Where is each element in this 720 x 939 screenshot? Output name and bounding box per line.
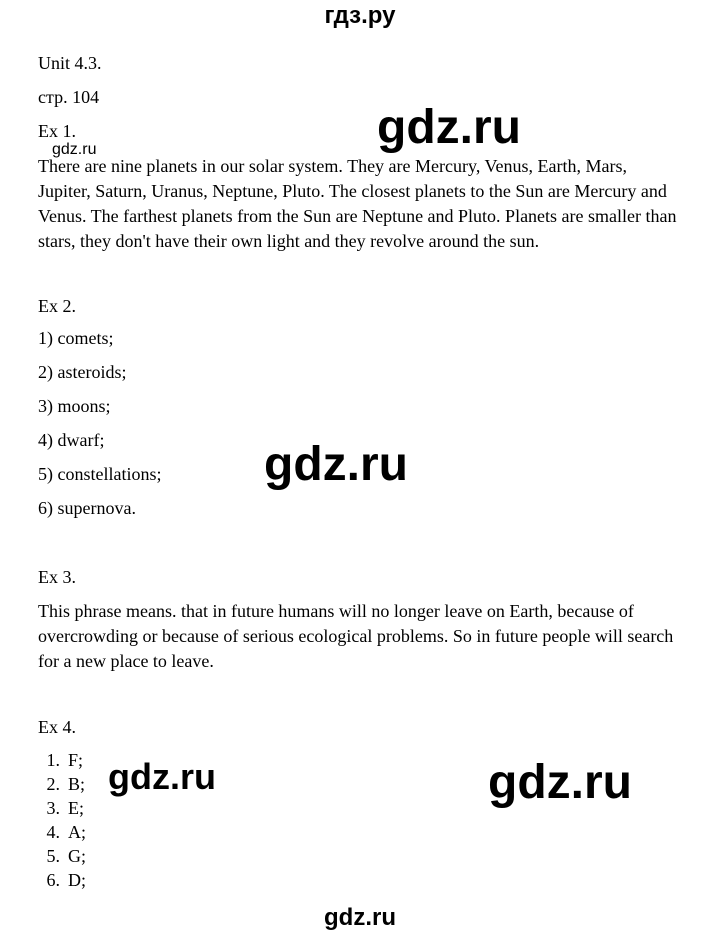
ex4-item-number: 2. bbox=[46, 774, 60, 794]
ex4-item-answer: B; bbox=[68, 774, 86, 794]
watermark-large: gdz.ru bbox=[264, 438, 408, 491]
ex4-item bbox=[38, 798, 84, 819]
ex4-title: Ex 4. bbox=[38, 717, 76, 737]
ex2-item: 3) moons; bbox=[38, 396, 111, 416]
ex3-text: This phrase means. that in future humans will no longer leave on Earth, because of overcrowding or because of serious ecological problems. So in future people will search for a new place to leave. bbox=[38, 601, 674, 671]
ex2-item: 5) constellations; bbox=[38, 464, 162, 484]
ex4-item bbox=[38, 846, 86, 867]
ex2-title: Ex 2. bbox=[38, 296, 76, 316]
site-header-title: гдз.ру bbox=[324, 2, 396, 29]
ex4-item bbox=[38, 774, 85, 795]
ex1-title: Ex 1. bbox=[38, 121, 76, 141]
watermark-medium: gdz.ru bbox=[108, 756, 216, 797]
watermark-small: gdz.ru bbox=[52, 141, 97, 158]
ex2-item: 2) asteroids; bbox=[38, 362, 127, 382]
ex4-item-number: 5. bbox=[46, 846, 60, 866]
ex2-item: 1) comets; bbox=[38, 328, 114, 348]
ex4-item-number: 4. bbox=[46, 822, 60, 842]
unit-title: Unit 4.3. bbox=[38, 53, 102, 73]
ex4-item-answer: E; bbox=[68, 798, 84, 818]
ex4-item-answer: A; bbox=[68, 822, 86, 842]
ex4-item-number: 6. bbox=[46, 870, 60, 890]
ex4-item bbox=[38, 750, 83, 771]
page-number: стр. 104 bbox=[38, 87, 100, 107]
ex4-item-number: 1. bbox=[46, 750, 60, 770]
watermark-large: gdz.ru bbox=[377, 101, 521, 154]
ex2-item: 4) dwarf; bbox=[38, 430, 105, 450]
ex1-text: There are nine planets in our solar system. They are Mercury, Venus, Earth, Mars, Jupiter, Saturn, Uranus, Neptune, Pluto. The closest planets to the Sun are Mercury and Venus. The farthest planets from the Sun are Neptune and Pluto. Planets are smaller than stars, they don't have their own light and they revolve around the sun. bbox=[38, 156, 677, 251]
ex4-item-answer: F; bbox=[68, 750, 84, 770]
ex4-item-number: 3. bbox=[46, 798, 60, 818]
watermark-footer: gdz.ru bbox=[324, 904, 396, 931]
ex4-item-answer: D; bbox=[68, 870, 86, 890]
ex2-item: 6) supernova. bbox=[38, 498, 136, 518]
watermark-large: gdz.ru bbox=[488, 756, 632, 809]
ex3-title: Ex 3. bbox=[38, 567, 76, 587]
ex4-item bbox=[38, 870, 86, 891]
ex4-item-answer: G; bbox=[68, 846, 86, 866]
ex4-item bbox=[38, 822, 86, 843]
